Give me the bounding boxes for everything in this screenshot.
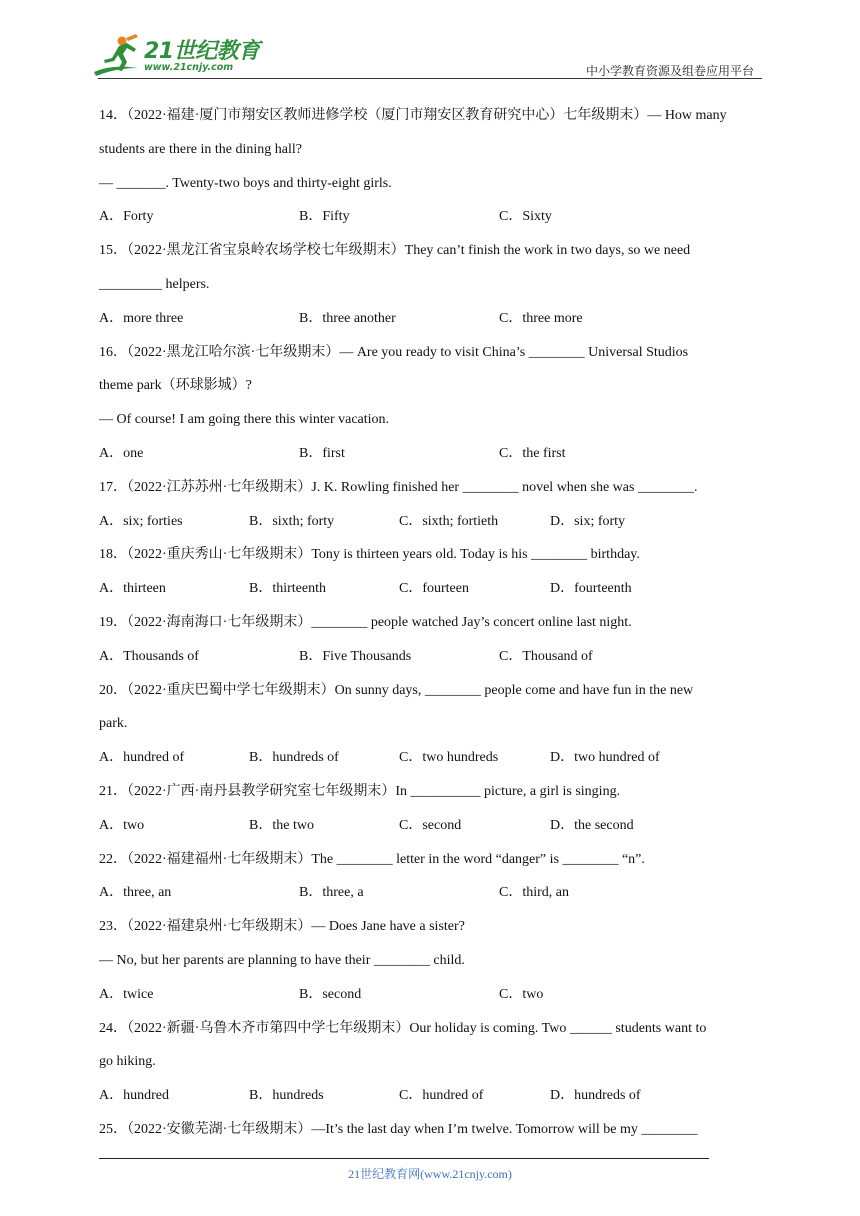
answer-option[interactable]: C．sixth; fortieth [399,513,499,529]
question-text-line: — Of course! I am going there this winter vacation. [99,412,390,428]
question-stem: 21．（2022·广西·南丹县教学研究室七年级期末）In __________ picture, a girl is singing. [99,783,621,799]
answer-option[interactable]: A．Forty [99,209,154,225]
footer-link[interactable]: 21世纪教育网(www.21cnjy.com) [348,1167,512,1181]
answer-option[interactable]: B．sixth; forty [249,513,335,529]
question-text-line: theme park（环球影城）? [99,378,252,394]
answer-option[interactable]: C．third, an [499,885,569,901]
options-row [99,572,764,606]
question-item [99,1012,764,1113]
answer-option[interactable]: B．second [299,986,362,1002]
options-row [99,505,764,539]
question-stem: 23．（2022·福建泉州·七年级期末）— Does Jane have a sister? [99,919,465,935]
answer-option[interactable]: C．the first [499,445,566,461]
options-row [99,1079,764,1113]
question-stem: 18．（2022·重庆秀山·七年级期末）Tony is thirteen years old. Today is his ________ birthday. [99,547,640,563]
answer-option[interactable]: B．first [299,445,345,461]
answer-option[interactable]: C．two hundreds [399,750,499,766]
question-stem: 20．（2022·重庆巴蜀中学七年级期末）On sunny days, ________ people come and have fun in the new [99,682,694,698]
question-item [99,99,764,234]
answer-option[interactable]: A．six; forties [99,513,183,529]
answer-option[interactable]: B．hundreds of [249,750,339,766]
options-row [99,302,764,336]
question-stem: 19．（2022·海南海口·七年级期末）________ people watched Jay’s concert online last night. [99,614,632,630]
answer-option[interactable]: A．Thousands of [99,648,199,664]
answer-option[interactable]: C．three more [499,310,583,326]
answer-option[interactable]: C．two [499,986,544,1002]
answer-option[interactable]: B．three, a [299,885,364,901]
question-stem: 15．（2022·黑龙江省宝泉岭农场学校七年级期末）They can’t finish the work in two days, so we need [99,243,691,259]
answer-option[interactable]: A．one [99,445,144,461]
answer-option[interactable]: A．two [99,817,145,833]
answer-option[interactable]: C．Thousand of [499,648,593,664]
options-row [99,437,764,471]
question-text-line: — No, but her parents are planning to have their ________ child. [99,952,465,968]
platform-tagline: 中小学教育资源及组卷应用平台 [585,64,754,78]
question-text-line: park. [99,716,128,732]
answer-option[interactable]: B．three another [299,310,396,326]
question-item [99,775,764,843]
options-row [99,640,764,674]
page-header [92,32,762,80]
options-row [99,741,764,775]
answer-option[interactable]: A．more three [99,310,184,326]
question-text-line: go hiking. [99,1054,156,1070]
site-logo[interactable] [92,32,262,78]
question-item [99,471,764,539]
question-text-line: — _______. Twenty-two boys and thirty-eight girls. [99,175,392,191]
answer-option[interactable]: B．Fifty [299,209,350,225]
options-row [99,200,764,234]
answer-option[interactable]: A．thirteen [99,581,166,597]
question-stem: 16．（2022·黑龙江哈尔滨·七年级期末）— Are you ready to visit China’s ________ Universal Studios [99,344,689,360]
answer-option[interactable]: D．hundreds of [550,1088,641,1104]
question-item [99,606,764,674]
options-row [99,978,764,1012]
question-stem: 17．（2022·江苏苏州·七年级期末）J. K. Rowling finished her ________ novel when she was ________. [99,479,698,495]
question-item [99,234,764,335]
question-item [99,910,764,1011]
question-stem: 14．（2022·福建·厦门市翔安区教师进修学校（厦门市翔安区教育研究中心）七年级期末）— How many [99,108,727,123]
question-item [99,843,764,911]
question-item [99,674,764,775]
answer-option[interactable]: D．the second [550,817,634,833]
question-item [99,336,764,471]
question-item [99,1113,764,1147]
answer-option[interactable]: D．six; forty [550,513,626,529]
options-row [99,809,764,843]
answer-option[interactable]: A．hundred of [99,750,185,766]
question-stem: 25．（2022·安徽芜湖·七年级期末）—It’s the last day when I’m twelve. Tomorrow will be my ________ [99,1121,698,1137]
answer-option[interactable]: B．hundreds [249,1088,324,1104]
answer-option[interactable]: C．Sixty [499,209,552,225]
question-text-line: _________ helpers. [99,276,210,292]
question-text-line: students are there in the dining hall? [99,141,302,157]
answer-option[interactable]: A．twice [99,986,154,1002]
answer-option[interactable]: B．Five Thousands [299,648,412,664]
options-row [99,876,764,910]
answer-option[interactable]: B．the two [249,817,314,833]
question-stem: 24．（2022·新疆·乌鲁木齐市第四中学七年级期末）Our holiday is coming. Two ______ students want to [99,1020,707,1036]
logo-url: www.21cnjy.com [144,62,234,73]
footer-divider [99,1158,709,1159]
answer-option[interactable]: D．fourteenth [550,581,632,597]
answer-option[interactable]: C．fourteen [399,581,469,597]
header-divider [98,78,762,79]
answer-option[interactable]: D．two hundred of [550,750,660,766]
logo-title: 21世纪教育 [144,39,260,64]
answer-option[interactable]: A．three, an [99,885,172,901]
answer-option[interactable]: A．hundred [99,1088,169,1104]
question-stem: 22．（2022·福建福州·七年级期末）The ________ letter in the word “danger” is ________ “n”. [99,851,645,867]
question-list [99,99,764,1147]
answer-option[interactable]: B．thirteenth [249,581,326,597]
question-item [99,538,764,606]
answer-option[interactable]: C．hundred of [399,1088,484,1104]
answer-option[interactable]: C．second [399,817,462,833]
runner-logo-icon [92,34,144,78]
